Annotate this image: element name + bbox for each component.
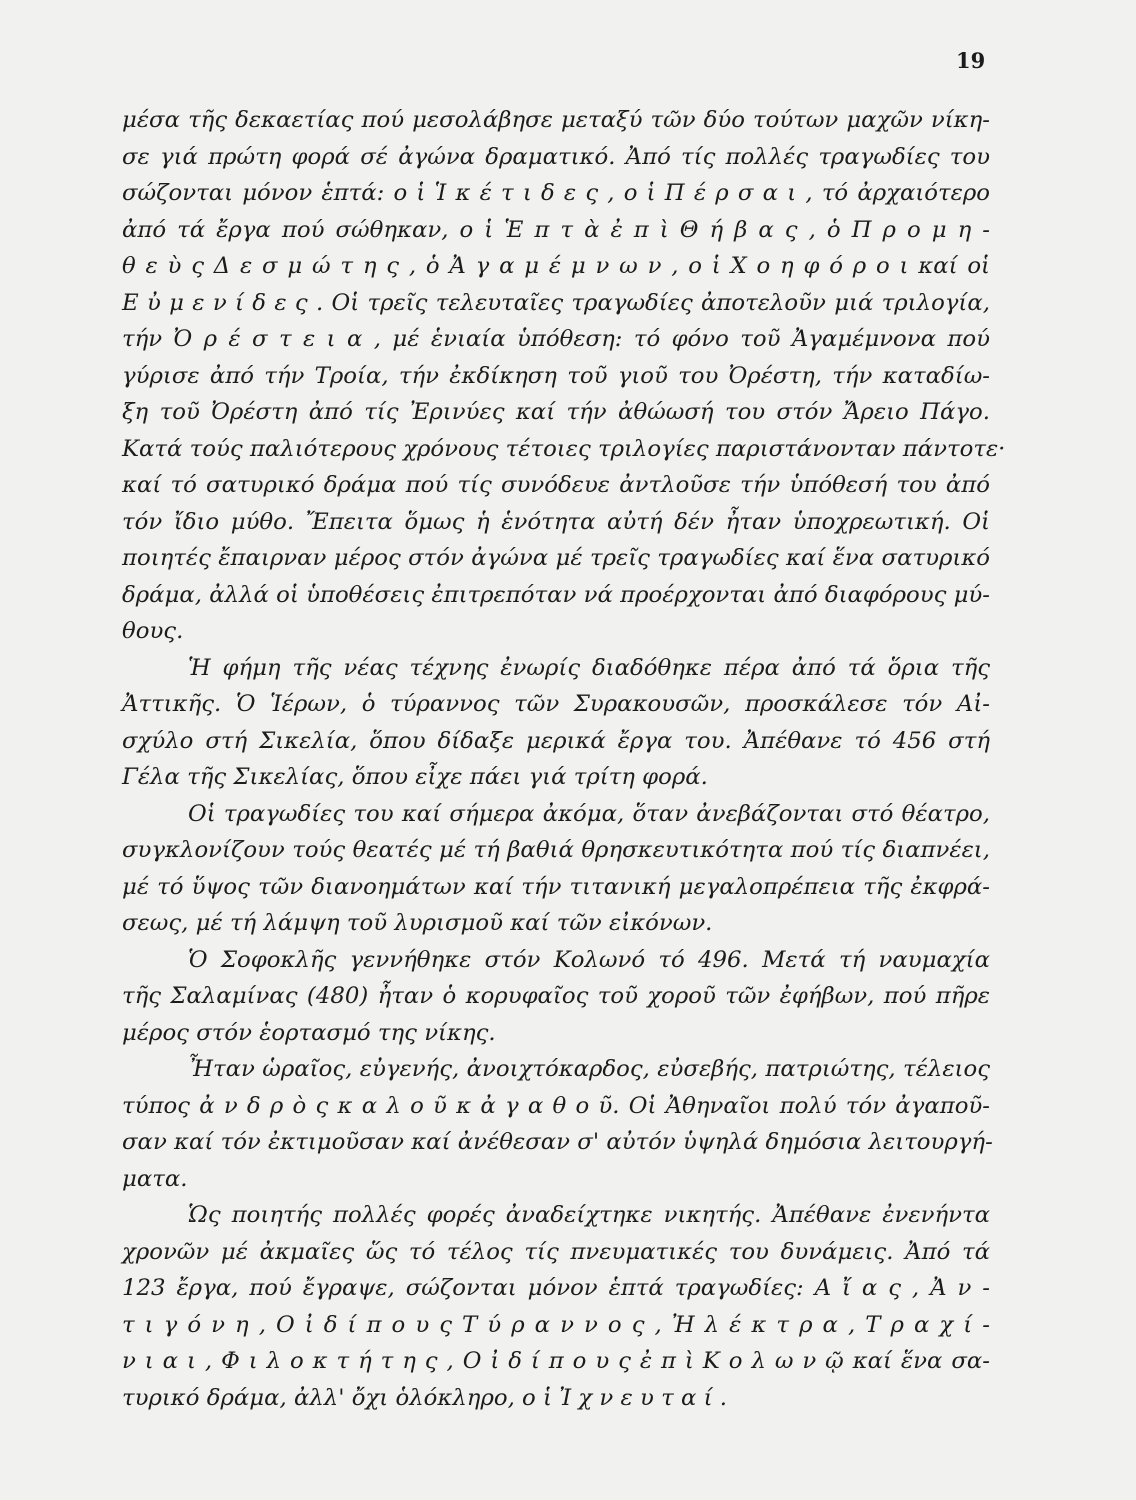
text-line: σχύλο στή Σικελία, ὅπου δίδαξε μερικά ἔργα του. Ἀπέθανε τό 456 στή <box>122 727 990 754</box>
text-line: ἀπό τά ἔργα πού σώθηκαν, ο ἱ Ἑ π τ ὰ ἐ π ὶ Θ ή β α ς , ὁ Π ρ ο μ η - <box>122 216 990 243</box>
text-line: τύπος ἀ ν δ ρ ὸ ς κ α λ ο ῦ κ ἀ γ α θ ο ῦ. Οἱ Ἀθηναῖοι πολύ τόν ἀγαποῦ- <box>122 1092 990 1119</box>
text-line: συγκλονίζουν τούς θεατές μέ τή βαθιά θρησκευτικότητα πού τίς διαπνέει, <box>122 837 990 863</box>
text-line: ξη τοῦ Ὀρέστη ἀπό τίς Ἐρινύες καί τήν ἀθώωσή του στόν Ἄρειο Πάγο. <box>122 399 990 425</box>
text-line: 123 ἔργα, πού ἔγραψε, σώζονται μόνον ἑπτά τραγωδίες: Α ἴ α ς , Ἀ ν - <box>122 1275 990 1301</box>
text-line: θ ε ὺ ς Δ ε σ μ ώ τ η ς , ὁ Ἀ γ α μ έ μ ν ω ν , ο ἱ Χ ο η φ ό ρ ο ι καί οἱ <box>122 253 990 279</box>
text-line: τυρικό δράμα, ἀλλ' ὄχι ὁλόκληρο, ο ἱ Ἰ χ ν ε υ τ α ί . <box>122 1384 728 1411</box>
text-line: δράμα, ἀλλά οἱ ὑποθέσεις ἐπιτρεπόταν νά προέρχονται ἀπό διαφόρους μύ- <box>122 581 990 608</box>
text-line: μέρος στόν ἑορτασμό της νίκης. <box>122 1019 496 1046</box>
text-line: ν ι α ι , Φ ι λ ο κ τ ή τ η ς , Ο ἰ δ ί π ο υ ς ἐ π ὶ Κ ο λ ω ν ῷ καί ἕνα σα- <box>122 1348 990 1374</box>
text-line: ποιητές ἔπαιρναν μέρος στόν ἀγώνα μέ τρεῖς τραγωδίες καί ἕνα σατυρικό <box>122 545 990 571</box>
text-line: Κατά τούς παλιότερους χρόνους τέτοιες τριλογίες παριστάνονταν πάντοτε· <box>122 435 1006 462</box>
text-line: σώζονται μόνον ἑπτά: ο ἱ Ἱ κ έ τ ι δ ε ς , ο ἱ Π έ ρ σ α ι , τό ἀρχαιότερο <box>122 180 990 206</box>
text-line: τ ι γ ό ν η , Ο ἰ δ ί π ο υ ς Τ ύ ρ α ν ν ο ς , Ἠ λ έ κ τ ρ α , Τ ρ α χ ί - <box>122 1311 990 1338</box>
body-text <box>122 102 1006 1416</box>
text-line: τόν ἴδιο μύθο. Ἔπειτα ὅμως ἡ ἑνότητα αὐτή δέν ἦταν ὑποχρεωτική. Οἱ <box>122 508 990 535</box>
text-line: καί τό σατυρικό δράμα πού τίς συνόδευε ἀντλοῦσε τήν ὑπόθεσή του ἀπό <box>122 472 990 498</box>
text-line: Ὡς ποιητής πολλές φορές ἀναδείχτηκε νικητής. Ἀπέθανε ἐνενήντα <box>188 1202 990 1228</box>
text-line: θους. <box>122 618 184 644</box>
text-line: Οἱ τραγωδίες του καί σήμερα ἀκόμα, ὅταν ἀνεβάζονται στό θέατρο, <box>188 800 990 827</box>
text-line: γύρισε ἀπό τήν Τροία, τήν ἐκδίκηση τοῦ γιοῦ του Ὀρέστη, τήν καταδίω- <box>122 362 990 389</box>
text-line: Ὁ Σοφοκλῆς γεννήθηκε στόν Κολωνό τό 496. Μετά τή ναυμαχία <box>188 946 990 973</box>
page-number: 19 <box>956 48 986 73</box>
text-line: ματα. <box>122 1165 188 1192</box>
text-line: μέσα τῆς δεκαετίας πού μεσολάβησε μεταξύ τῶν δύο τούτων μαχῶν νίκη- <box>122 107 990 133</box>
text-line: Ἀττικῆς. Ὁ Ἱέρων, ὁ τύραννος τῶν Συρακουσῶν, προσκάλεσε τόν Αἰ- <box>122 691 990 717</box>
text-line: σε γιά πρώτη φορά σέ ἀγώνα δραματικό. Ἀπό τίς πολλές τραγωδίες του <box>122 143 990 170</box>
text-line: μέ τό ὕψος τῶν διανοημάτων καί τήν τιτανική μεγαλοπρέπεια τῆς ἐκφρά- <box>122 873 990 900</box>
text-line: σεως, μέ τή λάμψη τοῦ λυρισμοῦ καί τῶν εἰκόνων. <box>122 910 713 936</box>
text-line: Ἦταν ὡραῖος, εὐγενής, ἀνοιχτόκαρδος, εὐσεβής, πατριώτης, τέλειος <box>188 1056 990 1082</box>
text-line: Ε ὐ μ ε ν ί δ ε ς . Οἱ τρεῖς τελευταῖες τραγωδίες ἀποτελοῦν μιά τριλογία, <box>122 289 990 316</box>
text-line: Γέλα τῆς Σικελίας, ὅπου εἶχε πάει γιά τρίτη φορά. <box>122 764 708 790</box>
text-line: χρονῶν μέ ἀκμαῖες ὥς τό τέλος τίς πνευματικές του δυνάμεις. Ἀπό τά <box>122 1238 990 1265</box>
text-line: σαν καί τόν ἐκτιμοῦσαν καί ἀνέθεσαν σ' αὐτόν ὑψηλά δημόσια λειτουργή- <box>122 1129 993 1155</box>
text-line: τήν Ὀ ρ έ σ τ ε ι α , μέ ἑνιαία ὑπόθεση: τό φόνο τοῦ Ἀγαμέμνονα πού <box>122 326 990 352</box>
text-line: τῆς Σαλαμίνας (480) ἦταν ὁ κορυφαῖος τοῦ χοροῦ τῶν ἐφήβων, πού πῆρε <box>122 983 990 1009</box>
text-line: Ἡ φήμη τῆς νέας τέχνης ἐνωρίς διαδόθηκε πέρα ἀπό τά ὅρια τῆς <box>188 654 990 681</box>
